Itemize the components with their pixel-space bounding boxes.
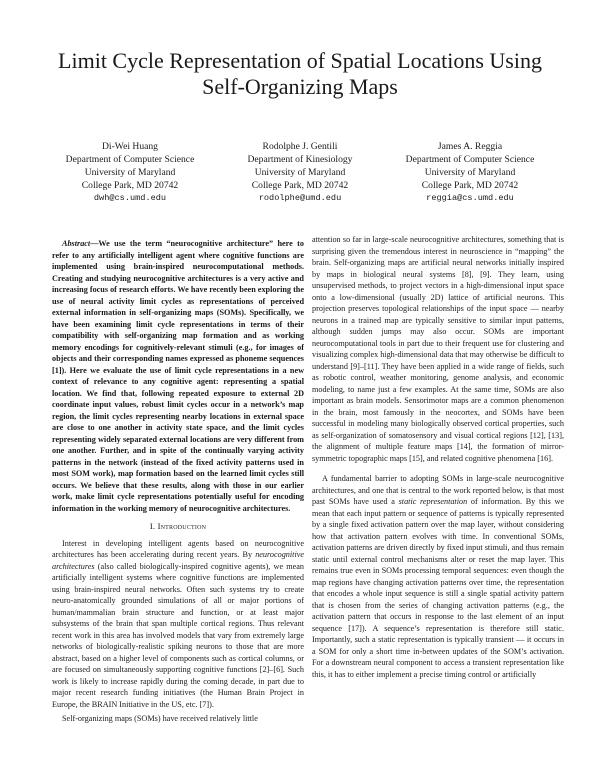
section-heading-introduction: I. Introduction	[149, 521, 207, 531]
author-email: dwh@cs.umd.edu	[93, 193, 167, 203]
author-3	[380, 140, 560, 205]
author-university: University of Maryland	[424, 167, 516, 178]
author-university: University of Maryland	[84, 167, 176, 178]
intro-paragraph: Interest in developing intelligent agents based on neurocognitive architectures has been accelerating during recent years. By neurocognitive architectures (also called biologically-inspired cognitive agents), we mean artificially intelligent systems where cognitive functions are implemented using brain-inspired neural networks. Often such systems try to create neuro-anatomically grounded simulations of all or major portions of human/mammalian brain structure and function, or at least major subsystems of the brain that span multiple cortical regions. Thus relevant recent work in this area has involved models that vary from extremely large networks of biologically-realistic spiking neurons to those that are more abstract, based on a higher level of components such as cortical columns, or are focused on simultaneously supporting cognitive functions [2]–[6]. Such work is likely to increase rapidly during the coming decade, in part due to major recent research funding initiatives (the Human Brain Project in Europe, the BRAIN Initiative in the US, etc. [7]).	[52, 538, 304, 709]
author-department: Department of Computer Science	[65, 154, 195, 165]
abstract	[52, 238, 304, 514]
abstract-label: Abstract	[62, 239, 91, 248]
author-department: Department of Kinesiology	[247, 154, 353, 165]
author-1	[40, 140, 220, 205]
author-name: Di-Wei Huang	[102, 141, 158, 152]
paper-title: Limit Cycle Representation of Spatial Locations Using Self-Organizing Maps	[58, 48, 542, 99]
author-2	[210, 140, 390, 205]
author-department: Department of Computer Science	[405, 154, 535, 165]
intro-paragraph: Self-organizing maps (SOMs) have received relatively little	[62, 714, 258, 723]
author-block	[40, 140, 560, 220]
left-column	[52, 238, 304, 725]
author-address: College Park, MD 20742	[81, 180, 179, 191]
abstract-text: —We use the term “neurocognitive architecture” here to refer to any artificially intelligent agent where cognitive functions are implemented using brain-inspired neurocomputational methods. Creating and studying neurocognitive architectures is a very active and increasing focus of research efforts. We have recently been exploring the use of neural activity limit cycles as representations of perceived external information in self-organizing maps (SOMs). Specifically, we have been examining limit cycle representations in terms of their compatibility with self-organizing map formation and as working memory encodings for cognitively-relevant stimuli (e.g., for images of objects and their corresponding names expressed as phoneme sequences [1]). Here we evaluate the use of limit cycle representations in a new context of relevance to any cognitive agent: representing a spatial location. We find that, following repeated exposure to external 2D coordinate input values, robust limit cycles occur in a network’s map region, the limit cycles representing nearby locations in external space are close to one another in activity state space, and the limit cycles representing widely separated external locations are very different from one another. Further, and in spite of the continually varying activity patterns in the network (instead of the fixed activity patterns used in most SOM work), map formation based on the learned limit cycles still occurs. We believe that these results, along with those in our earlier work, make limit cycle representations potentially useful for encoding information in the working memory of neurocognitive architectures.	[52, 239, 304, 513]
right-column	[312, 234, 564, 680]
author-university: University of Maryland	[254, 167, 346, 178]
body-paragraph: attention so far in large-scale neurocognitive architectures, something that is surprising given the tremendous interest in neuroscience in “mapping” the brain. Self-organizing maps are artificial neural networks initially inspired by maps in biological neural systems [8], [9]. They learn, using unsupervised methods, to project vectors in a high-dimensional input space onto a low-dimensional (usually 2D) lattice of artificial neurons. This projection preserves topological relationships of the input space — nearby neurons in a trained map are typically sensitive to similar input patterns, although sudden jumps may also occur. SOMs are important neurocomputational tools in part due to their frequent use for clustering and visualizing complex high-dimensional data that may otherwise be difficult to understand [9]–[11]. They have been applied in a wide range of fields, such as robotic control, weather monitoring, genome analysis, and economic modeling, to name just a few examples. At the same time, SOMs are also important as brain models. Sensorimotor maps are a common phenomenon in the brain, most famously in the neocortex, and SOMs have been successful in modeling many biologically observed cortical properties, such as self-organization of somatosensory and visual cortical regions [12], [13], the alignment of multiple feature maps [14], the formation of mirror-symmetric topographic maps [15], and related cognitive phenomena [16].	[312, 235, 565, 463]
author-email: rodolphe@umd.edu	[258, 193, 342, 203]
body-paragraph: A fundamental barrier to adopting SOMs in large-scale neurocognitive architectures, and one that is central to the work reported below, is that most past SOMs have used a static representation of information. By this we mean that each input pattern or sequence of patterns is typically represented by a single fixed activation pattern over the map layer, without considering how that activation pattern evolves with time. In conventional SOMs, activation patterns are driven directly by fixed input stimuli, and thus remain static until external control mechanisms alter or reset the map layer. This remains true even in SOMs processing temporal sequences: even though the map regions have changing activation patterns over time, the representation that encodes a whole input sequence is still a single spatial activity pattern that is chosen from the series of changing activation patterns (e.g., the activation pattern that occurs in response to the last element of an input sequence [17]). A sequence’s representation is therefore still static. Importantly, such a static representation is typically transient — it occurs in a SOM for only a short time in-between updates of the SOM’s activation. For a downstream neural component to access a transient representation like this, it has to either implement a precise timing control or artificially	[312, 474, 565, 679]
author-email: reggia@cs.umd.edu	[426, 193, 514, 203]
author-name: Rodolphe J. Gentili	[262, 141, 338, 152]
author-name: James A. Reggia	[437, 141, 503, 152]
author-address: College Park, MD 20742	[421, 180, 519, 191]
author-address: College Park, MD 20742	[251, 180, 349, 191]
